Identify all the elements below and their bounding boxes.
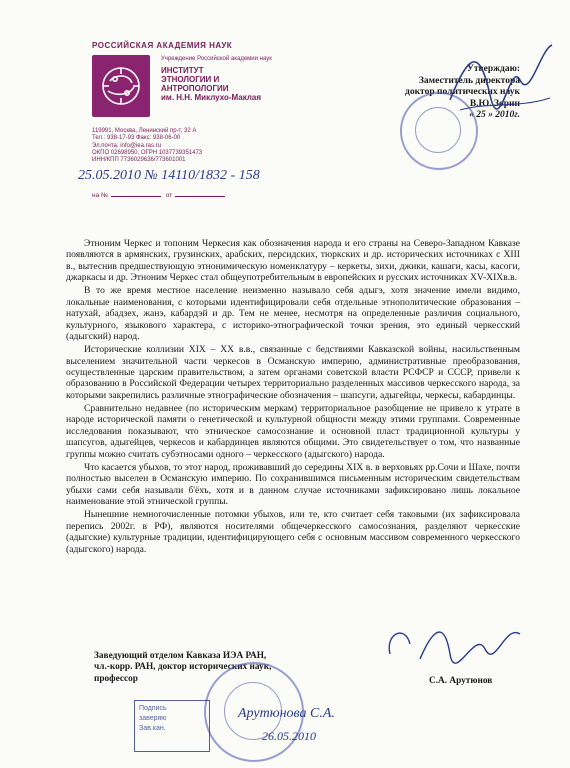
outgoing-number-handwritten: 25.05.2010 № 14110/1832 - 158 bbox=[78, 168, 260, 183]
body-paragraph: Сравнительно недавнее (по историческим меркам) территориальное разобщение не привело к утрате в народе исторической памяти о генетической и культурной общности между этими группами. Современные исследования показывают, что этническое самосознание и основной пласт традиционной культуры у шапсугов, адыгейцев, черкесов и кабардинцев являются общими. Это свидетельствует о том, что названные группы можно считать субэтносами одного – черкесского (адыгского) народа. bbox=[66, 403, 520, 460]
certification-stamp-box bbox=[134, 700, 210, 752]
stamp-box-line: заверяю bbox=[139, 715, 167, 722]
ot-underline bbox=[175, 196, 225, 197]
academy-name: РОССИЙСКАЯ АКАДЕМИЯ НАУК bbox=[92, 41, 233, 50]
contact-line: Эл.почта: info@iea.ras.ru bbox=[92, 142, 161, 149]
contact-block bbox=[92, 128, 202, 164]
institute-line: им. Н.Н. Миклухо-Маклая bbox=[161, 93, 262, 102]
signatory-line: профессор bbox=[94, 673, 138, 684]
stamp-box-line: Зав.кан. bbox=[139, 725, 166, 732]
body-paragraph: Нынешние немногочисленные потомки убыхов, или те, кто считает себя таковыми (их зафиксировала перепись 2002г. в РФ), являются носителями общечеркесского самосознания, разделяют черкесские (адыгские) культурные традиции, идентифицирующего себя с основным массивом современного черкесского (адыгского) народа. bbox=[66, 509, 520, 555]
body-paragraph: Исторические коллизии XIX – XX в.в., связанные с бедствиями Кавказской войны, насильственным выселением значительной части черкесов в Османскую империю, административные преобразования, осуществленные царским правительством, а затем органами советской власти РСФСР и СССР, привели к образованию в Российской Федерации четырех территориально разделенных массивов черкесского народа, за которыми закрепились различные этнографические обозначения – шапсуги, адыгейцы, черкесы, кабардинцы. bbox=[66, 344, 520, 401]
body-paragraph: В то же время местное население неизменно называло себя адыгэ, хотя значение имели видимо, локальные наименования, с которыми идентифицировали себя отдельные этнополитические образования – натухай, абадзех, жанэ, кабардэй и др. Тем не менее, несмотря на определенные различия социального, культурного, языкового характера, с историко-этнографической точки зрения, это единый черкесский (адыгский) народ. bbox=[66, 285, 520, 343]
signatory-line: чл.-корр. РАН, доктор исторических наук, bbox=[94, 662, 272, 673]
institute-line: АНТРОПОЛОГИИ bbox=[161, 84, 229, 93]
handwritten-certify-date: 26.05.2010 bbox=[262, 729, 316, 743]
contact-line: 119991, Москва, Ленинский пр-т, 32 А bbox=[92, 128, 197, 134]
approval-line: Заместитель директора bbox=[418, 75, 520, 86]
institute-line: ИНСТИТУТ bbox=[161, 66, 204, 75]
signatory-line: Заведующий отделом Кавказа ИЭА РАН, bbox=[94, 651, 267, 661]
body-paragraph: Этноним Черкес и топоним Черкесия как обозначения народа и его страны на Северо-Западном Кавказе появляются в армянских, грузинских, арабских, персидских, тюркских и др. исторических источниках с XIII в., вытеснив предшествующую этнонимическую номенклатуру – керкеты, зихи, джики, кашаги, касы, касоги, джаркасы и др. Этноним Черкес стал общеупотребительным в европейских и русских источниках XV-XIXв.в. bbox=[66, 238, 520, 284]
ot-label: от bbox=[165, 192, 173, 199]
letter-body bbox=[66, 238, 520, 557]
institute-logo-icon bbox=[92, 55, 150, 117]
institute-name bbox=[161, 66, 261, 102]
na-underline bbox=[111, 196, 161, 197]
stamp-box-line: Подпись bbox=[139, 705, 167, 712]
signatory-signature-icon bbox=[380, 614, 530, 674]
contact-line: ОКПО 02698950, ОГРН 1037739351473 bbox=[92, 149, 203, 156]
approval-date: « 25 » 2010г. bbox=[469, 110, 520, 120]
letterhead-subtitle: Учреждение Российской академии наук bbox=[161, 56, 272, 62]
contact-line: Тел.: 938-17-93 Факс: 938-06-00 bbox=[92, 135, 181, 142]
approval-line: В.Ю. Зорин bbox=[469, 98, 520, 109]
approval-signature-icon bbox=[440, 40, 560, 120]
approval-line: Утверждаю: bbox=[466, 64, 520, 74]
institute-line: ЭТНОЛОГИИ И bbox=[161, 75, 220, 84]
na-label: на № bbox=[92, 192, 108, 199]
signatory-name: С.А. Арутюнов bbox=[429, 676, 493, 686]
contact-line: ИНН/КПП 7736029636/773601001 bbox=[92, 157, 186, 164]
approval-line: доктор политических наук bbox=[405, 87, 520, 97]
reference-line bbox=[92, 192, 228, 199]
handwritten-certifier-name: Арутюнова С.А. bbox=[238, 706, 335, 721]
body-paragraph: Что касается убыхов, то этот народ, проживавший до середины XIX в. в верховьях рр.Сочи и Шахе, почти полностью выселен в Османскую империю. По сохранившимся письменным историческим свидетельствам убыхи сами себя называли б'ёхъ, хотя и в данном случае источниками зафиксировано лишь локальное наименование этой этнической группы. bbox=[66, 461, 520, 508]
